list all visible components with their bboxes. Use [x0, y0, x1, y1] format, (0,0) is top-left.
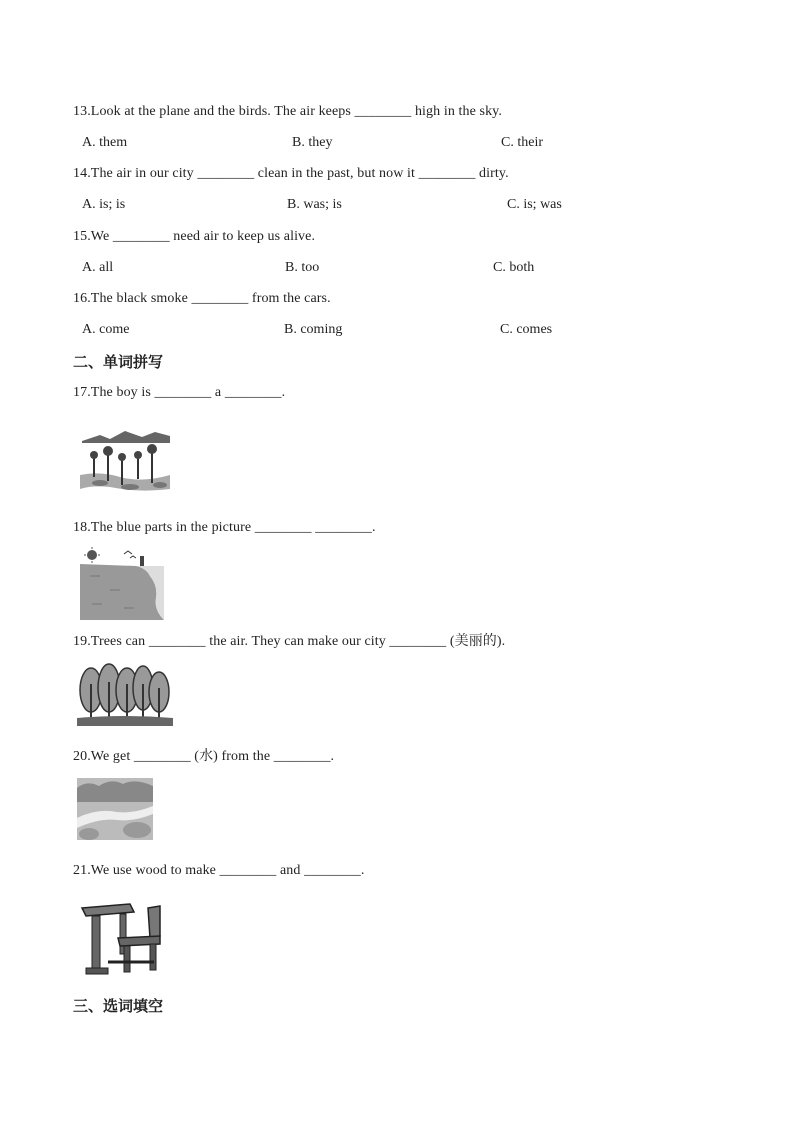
question-14-option-b[interactable]: B. was; is	[287, 197, 342, 212]
question-14-option-a[interactable]: A. is; is	[82, 197, 126, 212]
desk-and-chair-icon	[80, 900, 166, 980]
question-18-text: 18.The blue parts in the picture ________ ________.	[73, 520, 376, 535]
section-2-heading: 二、单词拼写	[73, 353, 164, 371]
question-15-text: 15.We ________ need air to keep us alive.	[73, 229, 316, 244]
section-3-heading: 三、选词填空	[73, 997, 164, 1015]
trees-icon	[77, 662, 173, 726]
question-19-text: 19.Trees can ________ the air. They can make our city ________ (美丽的).	[73, 634, 506, 649]
question-20-text: 20.We get ________ (水) from the ________.	[73, 749, 335, 764]
question-21-text: 21.We use wood to make ________ and ________.	[73, 863, 365, 878]
question-13-option-b[interactable]: B. they	[292, 135, 333, 150]
question-13-option-a[interactable]: A. them	[82, 135, 128, 150]
question-14-option-c[interactable]: C. is; was	[507, 197, 562, 212]
question-13-text: 13.Look at the plane and the birds. The air keeps ________ high in the sky.	[73, 104, 502, 119]
question-14-text: 14.The air in our city ________ clean in the past, but now it ________ dirty.	[73, 166, 509, 181]
sea-coast-icon	[80, 546, 164, 620]
question-16-option-a[interactable]: A. come	[82, 322, 130, 337]
question-15-option-b[interactable]: B. too	[285, 260, 320, 275]
question-17-text: 17.The boy is ________ a ________.	[73, 385, 286, 400]
question-13-option-c[interactable]: C. their	[501, 135, 543, 150]
question-15-option-c[interactable]: C. both	[493, 260, 535, 275]
question-16-option-b[interactable]: B. coming	[284, 322, 343, 337]
question-16-option-c[interactable]: C. comes	[500, 322, 553, 337]
river-icon	[77, 778, 153, 840]
question-15-option-a[interactable]: A. all	[82, 260, 114, 275]
boy-planting-trees-icon	[80, 427, 170, 493]
question-16-text: 16.The black smoke ________ from the cars.	[73, 291, 331, 306]
